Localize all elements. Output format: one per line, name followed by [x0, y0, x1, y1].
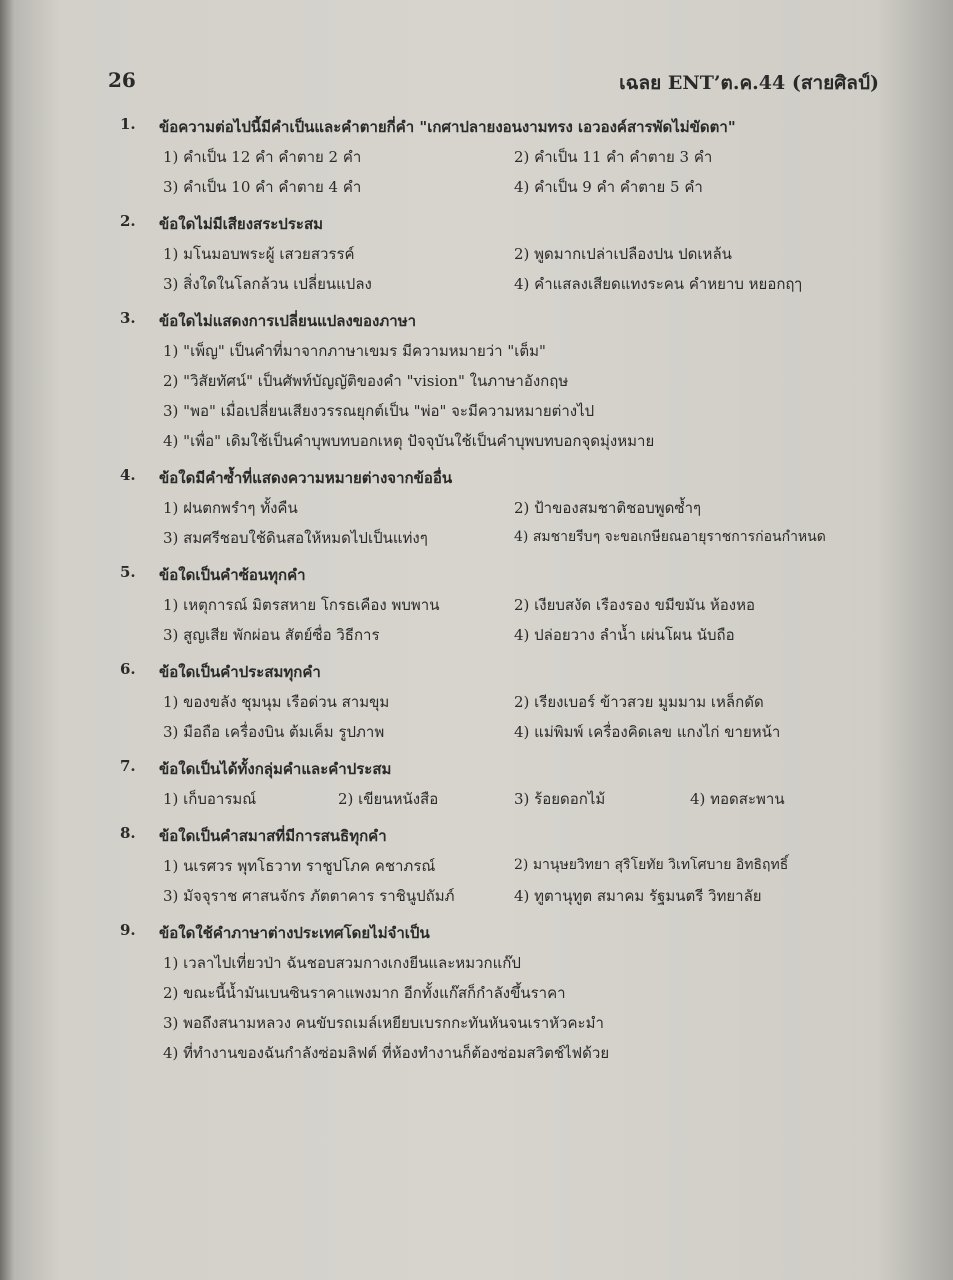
option-2: 2) คำเป็น 11 คำ คำตาย 3 คำ — [514, 148, 713, 166]
question-text: ข้อใดมีคำซ้ำที่แสดงความหมายต่างจากข้ออื่น — [159, 469, 453, 487]
question-4 — [0, 462, 953, 552]
option-3: 3) คำเป็น 10 คำ คำตาย 4 คำ — [163, 178, 362, 196]
question-text: ข้อใดไม่มีเสียงสระประสม — [159, 215, 323, 233]
question-text: ข้อใดเป็นคำซ้อนทุกคำ — [159, 566, 306, 584]
option-1: 1) ฝนตกพรำๆ ทั้งคืน — [163, 499, 298, 517]
option-1: 1) คำเป็น 12 คำ คำตาย 2 คำ — [163, 148, 362, 166]
question-number: 3. — [120, 309, 136, 327]
question-text: ข้อใดไม่แสดงการเปลี่ยนแปลงของภาษา — [159, 312, 417, 330]
question-5 — [0, 559, 953, 649]
question-text: ข้อใดใช้คำภาษาต่างประเทศโดยไม่จำเป็น — [159, 924, 430, 942]
question-text: ข้อใดเป็นคำสมาสที่มีการสนธิทุกคำ — [159, 827, 387, 845]
question-7 — [0, 753, 953, 813]
question-number: 9. — [120, 921, 136, 939]
option-4: 4) ทอดสะพาน — [690, 790, 785, 808]
question-text: ข้อใดเป็นได้ทั้งกลุ่มคำและคำประสม — [159, 760, 392, 778]
option-2: 2) ขณะนี้น้ำมันเบนซินราคาแพงมาก อีกทั้งแก๊สก็กำลังขึ้นราคา — [163, 984, 566, 1002]
option-4: 4) สมชายรีบๆ จะขอเกษียณอายุราชการก่อนกำหนด — [514, 529, 826, 545]
option-1: 1) เก็บอารมณ์ — [163, 790, 257, 808]
option-2: 2) เงียบสงัด เรืองรอง ขมีขมัน ห้องหอ — [514, 596, 756, 614]
question-9 — [0, 917, 953, 1067]
option-3: 3) "พอ" เมื่อเปลี่ยนเสียงวรรณยุกต์เป็น "พ่อ" จะมีความหมายต่างไป — [163, 402, 595, 420]
option-3: 3) มัจจุราช ศาสนจักร ภัตตาคาร ราชินูปถัมภ์ — [163, 887, 455, 905]
question-text: ข้อใดเป็นคำประสมทุกคำ — [159, 663, 321, 681]
option-2: 2) "วิสัยทัศน์" เป็นศัพท์บัญญัติของคำ "vision" ในภาษาอังกฤษ — [163, 372, 569, 390]
question-number: 1. — [120, 115, 136, 133]
option-1: 1) เหตุการณ์ มิตรสหาย โกรธเคือง พบพาน — [163, 596, 440, 614]
question-number: 6. — [120, 660, 136, 678]
option-3: 3) สูญเสีย พักผ่อน สัตย์ซื่อ วิธีการ — [163, 626, 380, 644]
option-3: 3) สิ่งใดในโลกล้วน เปลี่ยนแปลง — [163, 275, 372, 293]
option-1: 1) นเรศวร พุทโธวาท ราชูปโภค คชาภรณ์ — [163, 857, 436, 875]
page-number: 26 — [108, 68, 136, 92]
option-1: 1) ของขลัง ชุมนุม เรือด่วน สามขุม — [163, 693, 390, 711]
option-4: 4) ที่ทำงานของฉันกำลังซ่อมลิฟต์ ที่ห้องทำงานก็ต้องซ่อมสวิตช์ไฟด้วย — [163, 1044, 610, 1062]
option-4: 4) คำแสลงเสียดแทงระคน คำหยาบ หยอกฤๅ — [514, 275, 802, 293]
option-3: 3) สมศรีชอบใช้ดินสอให้หมดไปเป็นแท่งๆ — [163, 529, 428, 547]
question-text: ข้อความต่อไปนี้มีคำเป็นและคำตายกี่คำ "เกศาปลายงอนงามทรง เอวองค์สารพัดไม่ขัดตา" — [159, 118, 736, 136]
option-2: 2) เขียนหนังสือ — [338, 790, 439, 808]
option-3: 3) ร้อยดอกไม้ — [514, 790, 606, 808]
option-1: 1) มโนมอบพระผู้ เสวยสวรรค์ — [163, 245, 355, 263]
question-number: 4. — [120, 466, 136, 484]
question-8 — [0, 820, 953, 910]
question-number: 7. — [120, 757, 136, 775]
question-list — [0, 111, 953, 1067]
option-4: 4) ปล่อยวาง ลำน้ำ เผ่นโผน นับถือ — [514, 626, 735, 644]
question-2 — [0, 208, 953, 298]
option-1: 1) เวลาไปเที่ยวป่า ฉันชอบสวมกางเกงยีนและหมวกแก๊ป — [163, 954, 521, 972]
running-title: เฉลย ENT’ต.ค.44 (สายศิลป์) — [619, 72, 879, 94]
option-3: 3) มือถือ เครื่องบิน ต้มเค็ม รูปภาพ — [163, 723, 385, 741]
option-1: 1) "เพ็ญ" เป็นคำที่มาจากภาษาเขมร มีความหมายว่า "เต็ม" — [163, 342, 546, 360]
option-4: 4) คำเป็น 9 คำ คำตาย 5 คำ — [514, 178, 703, 196]
question-1 — [0, 111, 953, 201]
option-2: 2) พูดมากเปล่าเปลืองปน ปดเหล้น — [514, 245, 732, 263]
option-2: 2) เรียงเบอร์ ข้าวสวย มูมมาม เหล็กดัด — [514, 693, 764, 711]
page-header — [0, 68, 953, 102]
option-2: 2) ป้าของสมชาติชอบพูดซ้ำๆ — [514, 499, 702, 517]
question-number: 8. — [120, 824, 136, 842]
option-4: 4) "เพื่อ" เดิมใช้เป็นคำบุพบทบอกเหตุ ปัจจุบันใช้เป็นคำบุพบทบอกจุดมุ่งหมาย — [163, 432, 655, 450]
option-4: 4) แม่พิมพ์ เครื่องคิดเลข แกงไก่ ขายหน้า — [514, 723, 781, 741]
option-4: 4) ทูตานุทูต สมาคม รัฐมนตรี วิทยาลัย — [514, 887, 762, 905]
question-number: 2. — [120, 212, 136, 230]
option-3: 3) พอถึงสนามหลวง คนขับรถเมล์เหยียบเบรกกะทันหันจนเราหัวคะมำ — [163, 1014, 604, 1032]
question-number: 5. — [120, 563, 136, 581]
question-3 — [0, 305, 953, 455]
option-2: 2) มานุษยวิทยา สุริโยทัย วิเทโศบาย อิทธิฤทธิ์ — [514, 857, 789, 873]
question-6 — [0, 656, 953, 746]
